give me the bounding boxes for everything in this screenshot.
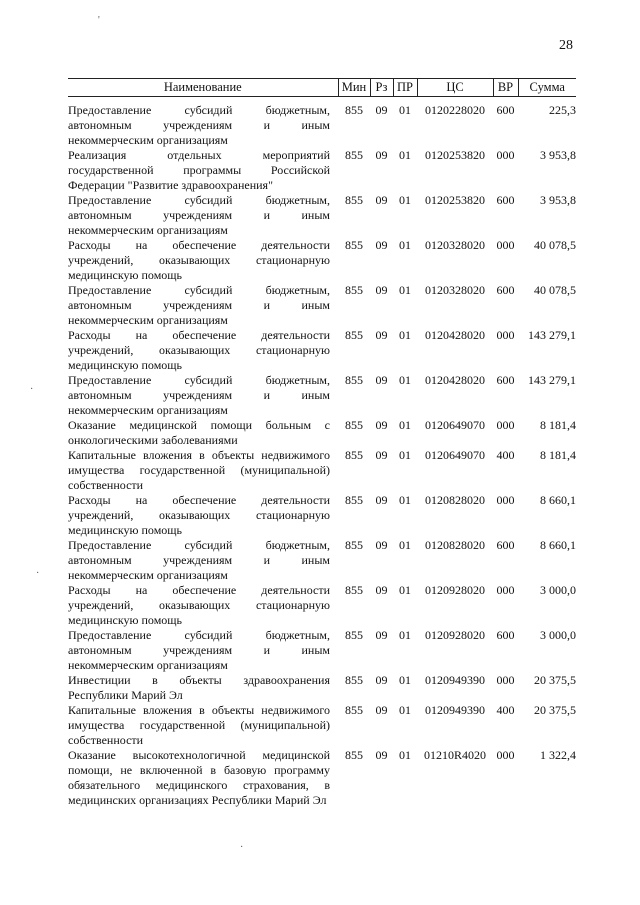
- cell-min: 855: [345, 373, 363, 387]
- cell-cs: 0120253820: [425, 148, 485, 162]
- scan-speck: ': [98, 15, 100, 26]
- cell-name: Предоставление субсидий бюджетным, автономным учреждениям и иным некоммерческим организациям: [68, 628, 330, 672]
- cell-rz: 09: [375, 448, 388, 462]
- cell-rz: 09: [375, 283, 388, 297]
- cell-name: Расходы на обеспечение деятельности учреждений, оказывающих стационарную медицинскую помощь: [68, 328, 330, 372]
- table-row: [68, 238, 576, 283]
- cell-pr: 01: [399, 148, 411, 162]
- cell-name: Предоставление субсидий бюджетным, автономным учреждениям и иным некоммерческим организациям: [68, 373, 330, 417]
- cell-pr: 01: [399, 748, 411, 762]
- cell-vr: 000: [496, 148, 515, 162]
- scan-speck: ·: [36, 568, 40, 579]
- cell-cs: 0120828020: [425, 493, 485, 507]
- cell-vr: 600: [496, 283, 515, 297]
- cell-pr: 01: [399, 418, 411, 432]
- cell-min: 855: [345, 493, 363, 507]
- header-vr: ВР: [493, 79, 518, 97]
- cell-pr: 01: [399, 538, 411, 552]
- cell-min: 855: [345, 673, 363, 687]
- cell-vr: 000: [496, 673, 515, 687]
- cell-name: Предоставление субсидий бюджетным, автономным учреждениям и иным некоммерческим организациям: [68, 193, 330, 237]
- table-row: [68, 448, 576, 493]
- cell-rz: 09: [375, 103, 388, 117]
- cell-sum: 3 000,0: [540, 583, 576, 597]
- cell-name: Инвестиции в объекты здравоохранения Республики Марий Эл: [68, 673, 330, 702]
- cell-min: 855: [345, 583, 363, 597]
- cell-sum: 40 078,5: [534, 283, 576, 297]
- page-number: 28: [559, 38, 573, 53]
- cell-min: 855: [345, 148, 363, 162]
- cell-rz: 09: [375, 148, 388, 162]
- table-header-row: [68, 79, 576, 97]
- header-name: Наименование: [68, 79, 338, 97]
- cell-name: Расходы на обеспечение деятельности учреждений, оказывающих стационарную медицинскую помощь: [68, 493, 330, 537]
- cell-vr: 600: [496, 628, 515, 642]
- cell-pr: 01: [399, 328, 411, 342]
- cell-min: 855: [345, 448, 363, 462]
- cell-name: Расходы на обеспечение деятельности учреждений, оказывающих стационарную медицинскую помощь: [68, 583, 330, 627]
- cell-min: 855: [345, 283, 363, 297]
- cell-vr: 400: [496, 448, 515, 462]
- cell-min: 855: [345, 538, 363, 552]
- cell-pr: 01: [399, 283, 411, 297]
- cell-pr: 01: [399, 628, 411, 642]
- cell-rz: 09: [375, 538, 388, 552]
- table-row: [68, 583, 576, 628]
- table-row: [68, 628, 576, 673]
- cell-cs: 0120649070: [425, 418, 485, 432]
- table-row: [68, 328, 576, 373]
- cell-cs: 0120328020: [425, 238, 485, 252]
- cell-name: Расходы на обеспечение деятельности учреждений, оказывающих стационарную медицинскую помощь: [68, 238, 330, 282]
- cell-min: 855: [345, 748, 363, 762]
- header-sum: Сумма: [518, 79, 576, 97]
- cell-sum: 8 181,4: [540, 448, 576, 462]
- cell-vr: 000: [496, 583, 515, 597]
- cell-name: Предоставление субсидий бюджетным, автономным учреждениям и иным некоммерческим организациям: [68, 103, 330, 147]
- table-row: [68, 193, 576, 238]
- cell-vr: 000: [496, 328, 515, 342]
- cell-min: 855: [345, 328, 363, 342]
- table-row: [68, 373, 576, 418]
- table-row: [68, 538, 576, 583]
- cell-min: 855: [345, 193, 363, 207]
- cell-rz: 09: [375, 238, 388, 252]
- cell-pr: 01: [399, 103, 411, 117]
- table-row: [68, 703, 576, 748]
- table-row: [68, 748, 576, 808]
- cell-rz: 09: [375, 418, 388, 432]
- cell-vr: 000: [496, 238, 515, 252]
- cell-name: Реализация отдельных мероприятий государственной программы Российской Федерации "Развитие здравоохранения": [68, 148, 330, 192]
- cell-cs: 0120428020: [425, 328, 485, 342]
- cell-name: Предоставление субсидий бюджетным, автономным учреждениям и иным некоммерческим организациям: [68, 538, 330, 582]
- cell-pr: 01: [399, 448, 411, 462]
- cell-cs: 0120649070: [425, 448, 485, 462]
- cell-cs: 0120949390: [425, 673, 485, 687]
- cell-vr: 000: [496, 493, 515, 507]
- cell-rz: 09: [375, 328, 388, 342]
- cell-vr: 400: [496, 703, 515, 717]
- cell-name: Оказание высокотехнологичной медицинской помощи, не включенной в базовую программу обязательного медицинского страхования, в медицинских организациях Республики Марий Эл: [68, 748, 330, 807]
- cell-pr: 01: [399, 373, 411, 387]
- cell-rz: 09: [375, 748, 388, 762]
- cell-vr: 000: [496, 748, 515, 762]
- cell-min: 855: [345, 103, 363, 117]
- cell-cs: 0120228020: [425, 103, 485, 117]
- cell-sum: 8 660,1: [540, 493, 576, 507]
- table-row: [68, 493, 576, 538]
- cell-rz: 09: [375, 373, 388, 387]
- cell-rz: 09: [375, 583, 388, 597]
- cell-vr: 600: [496, 538, 515, 552]
- cell-rz: 09: [375, 703, 388, 717]
- cell-name: Предоставление субсидий бюджетным, автономным учреждениям и иным некоммерческим организациям: [68, 283, 330, 327]
- cell-pr: 01: [399, 493, 411, 507]
- cell-sum: 3 953,8: [540, 193, 576, 207]
- scan-speck: ·: [30, 384, 34, 395]
- cell-cs: 0120828020: [425, 538, 485, 552]
- cell-pr: 01: [399, 238, 411, 252]
- header-pr: ПР: [393, 79, 417, 97]
- scan-speck: ·: [240, 842, 244, 853]
- cell-vr: 600: [496, 373, 515, 387]
- cell-pr: 01: [399, 673, 411, 687]
- cell-rz: 09: [375, 493, 388, 507]
- cell-sum: 20 375,5: [534, 673, 576, 687]
- table-row: [68, 97, 576, 149]
- cell-cs: 0120428020: [425, 373, 485, 387]
- cell-cs: 0120328020: [425, 283, 485, 297]
- header-rz: Рз: [370, 79, 393, 97]
- cell-sum: 20 375,5: [534, 703, 576, 717]
- cell-sum: 8 660,1: [540, 538, 576, 552]
- cell-sum: 1 322,4: [540, 748, 576, 762]
- header-min: Мин: [338, 79, 370, 97]
- cell-sum: 143 279,1: [528, 373, 576, 387]
- cell-rz: 09: [375, 628, 388, 642]
- cell-pr: 01: [399, 193, 411, 207]
- cell-pr: 01: [399, 703, 411, 717]
- cell-cs: 0120949390: [425, 703, 485, 717]
- cell-min: 855: [345, 418, 363, 432]
- cell-vr: 600: [496, 193, 515, 207]
- cell-min: 855: [345, 628, 363, 642]
- budget-table: [68, 78, 576, 808]
- cell-cs: 0120253820: [425, 193, 485, 207]
- cell-sum: 3 953,8: [540, 148, 576, 162]
- cell-sum: 40 078,5: [534, 238, 576, 252]
- cell-min: 855: [345, 703, 363, 717]
- cell-cs: 01210R4020: [423, 748, 486, 762]
- table-row: [68, 283, 576, 328]
- cell-sum: 143 279,1: [528, 328, 576, 342]
- cell-name: Оказание медицинской помощи больным с онкологическими заболеваниями: [68, 418, 330, 447]
- cell-cs: 0120928020: [425, 583, 485, 597]
- table-row: [68, 418, 576, 448]
- cell-pr: 01: [399, 583, 411, 597]
- cell-cs: 0120928020: [425, 628, 485, 642]
- cell-name: Капитальные вложения в объекты недвижимого имущества государственной (муниципальной) собственности: [68, 448, 330, 492]
- cell-sum: 225,3: [549, 103, 576, 117]
- cell-rz: 09: [375, 193, 388, 207]
- cell-sum: 8 181,4: [540, 418, 576, 432]
- table-row: [68, 673, 576, 703]
- table-row: [68, 148, 576, 193]
- cell-name: Капитальные вложения в объекты недвижимого имущества государственной (муниципальной) собственности: [68, 703, 330, 747]
- cell-vr: 600: [496, 103, 515, 117]
- cell-vr: 000: [496, 418, 515, 432]
- cell-rz: 09: [375, 673, 388, 687]
- header-cs: ЦС: [417, 79, 493, 97]
- cell-sum: 3 000,0: [540, 628, 576, 642]
- cell-min: 855: [345, 238, 363, 252]
